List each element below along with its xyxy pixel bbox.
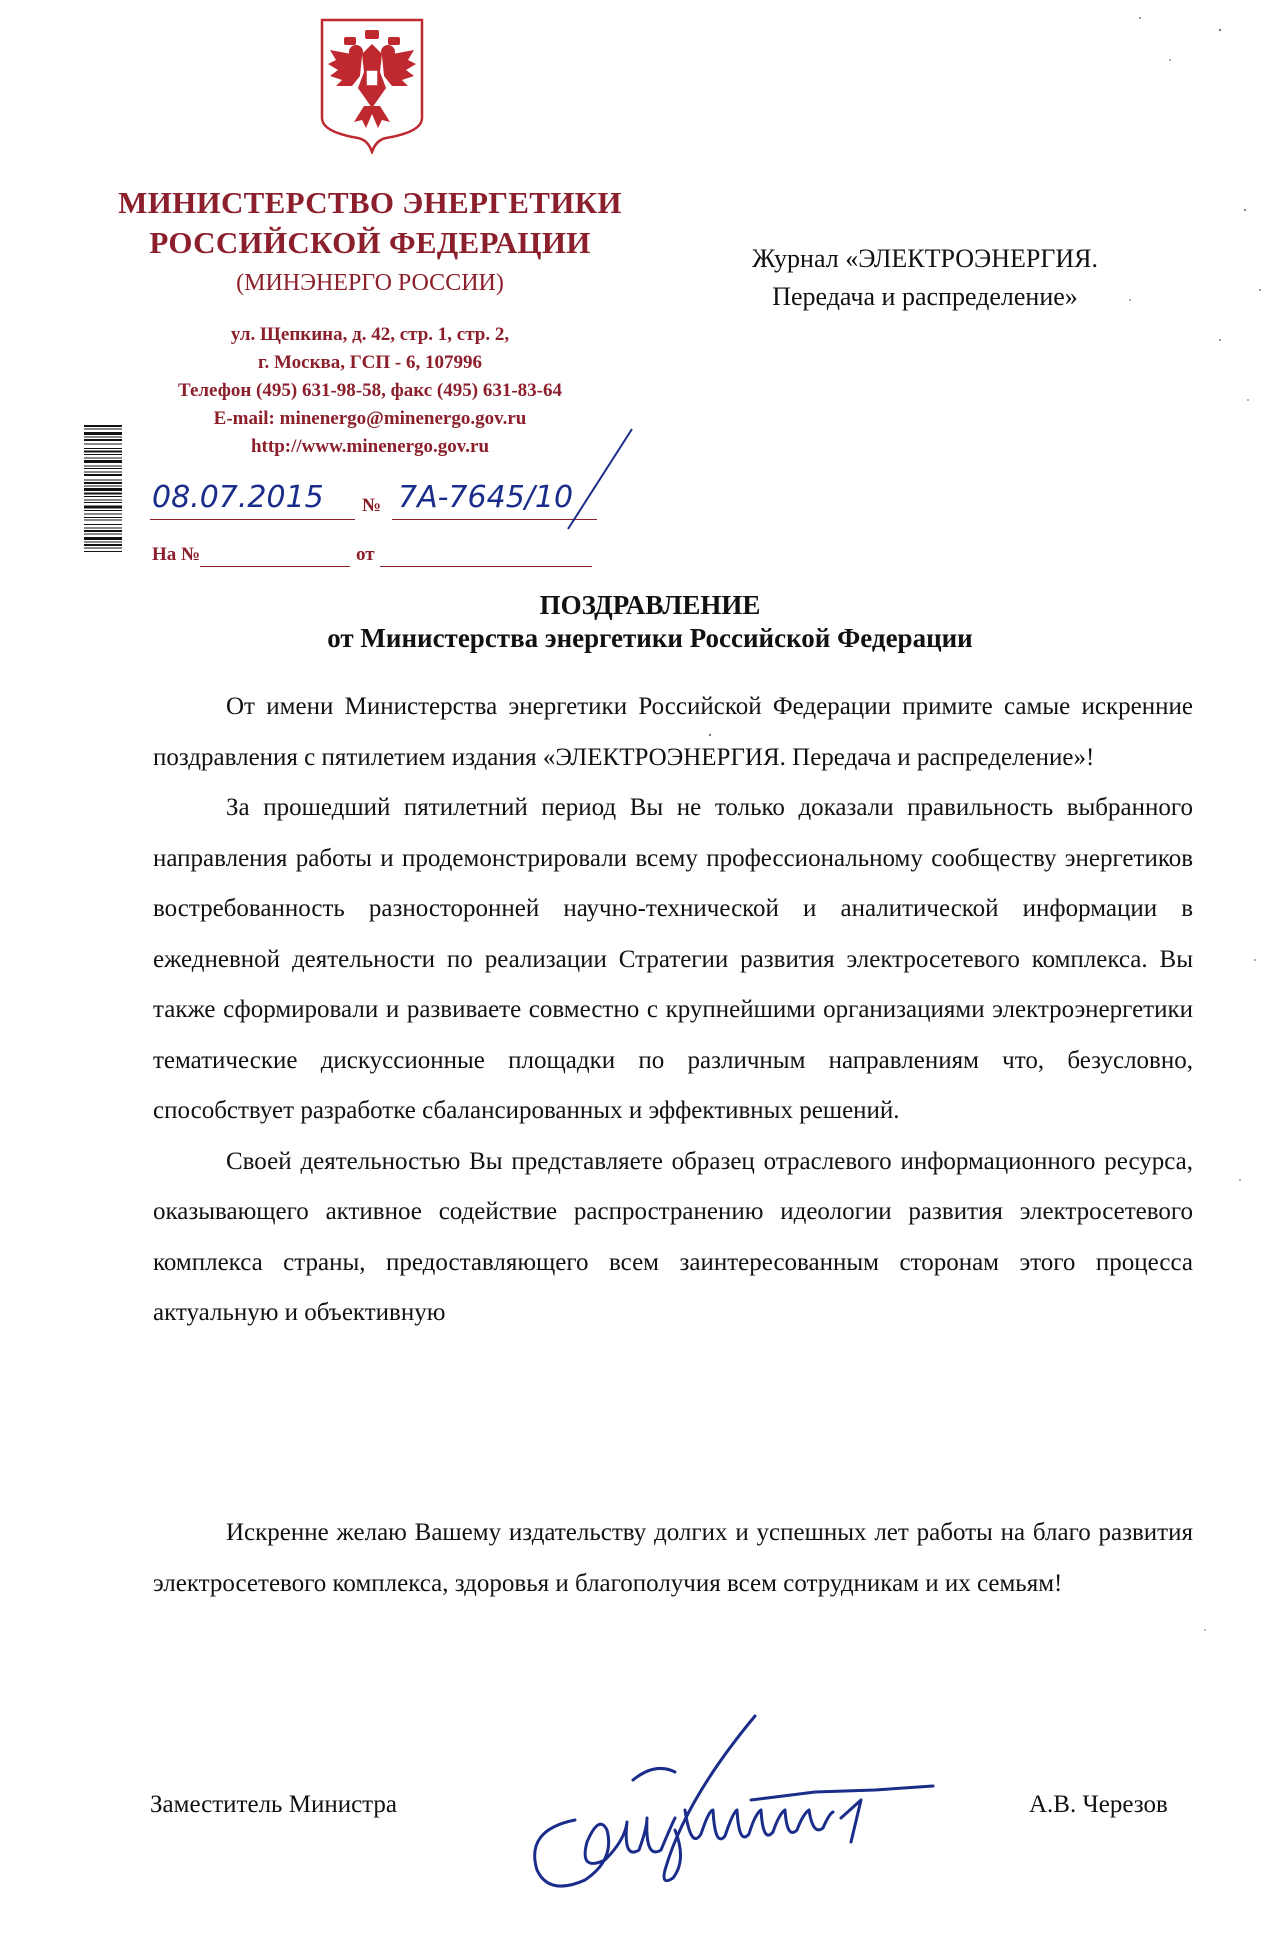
document-title: ПОЗДРАВЛЕНИЕ [539,590,761,620]
address-line1: ул. Щепкина, д. 42, стр. 1, стр. 2, [230,324,510,345]
reference-from-label: от [356,544,375,565]
outgoing-number: 7А-7645/10 [398,480,574,515]
coat-of-arms-emblem [316,14,428,154]
ink-stroke [560,425,640,535]
address-line2: г. Москва, ГСП - 6, 107996 [258,352,482,373]
outgoing-date: 08.07.2015 [152,480,324,515]
website-line: http://www.minenergo.gov.ru [250,436,490,457]
paragraph-1: От имени Министерства энергетики Российской Федерации примите самые искренние поздравления с пятилетием издания «ЭЛЕКТРОЭНЕРГИЯ. Передача и распределение»! [153,693,1193,771]
ministry-title-line1: МИНИСТЕРСТВО ЭНЕРГЕТИКИ [118,185,622,220]
reference-from-underline [380,566,592,567]
paragraph-2: За прошедший пятилетний период Вы не только доказали правильность выбранного направления работы и продемонстрировали всему профессиональному сообществу энергетиков востребованность разносторонней научно-технической и аналитической информации в ежедневной деятельности по реализации Стратегии развития электросетевого комплекса. Вы также сформировали и развиваете совместно с крупнейшими организациями электроэнергетики тематические дискуссионные площадки по различным направлениям что, безусловно, способствует разработке сбалансированных и эффективных решений. [153,794,1193,1124]
date-underline [150,519,355,520]
phone-line: Телефон (495) 631-98-58, факс (495) 631-83-64 [178,380,562,401]
reference-label: На № [152,544,201,565]
scan-speckles [700,0,1275,1949]
ministry-short-name: (МИНЭНЕРГО РОССИИ) [236,270,504,296]
ministry-title-line2: РОССИЙСКОЙ ФЕДЕРАЦИИ [149,225,591,260]
paragraph-4: Искренне желаю Вашему издательству долгих и успешных лет работы на благо развития электросетевого комплекса, здоровья и благополучия всем сотрудникам и их семьям! [153,1519,1193,1597]
signatory-role: Заместитель Министра [150,1791,397,1818]
signatory-name: А.В. Черезов [1029,1791,1168,1818]
reference-underline [200,566,350,567]
addressee-line1: Журнал «ЭЛЕКТРОЭНЕРГИЯ. [752,244,1098,273]
document-subtitle: от Министерства энергетики Российской Федерации [327,623,973,653]
number-label: № [362,495,382,516]
paragraph-3: Своей деятельностью Вы представляете образец отраслевого информационного ресурса, оказывающего активное содействие распространению идеологии развития электросетевого комплекса страны, предоставляющего всем заинтересованным сторонам этого процесса актуальную и объективную [153,1147,1193,1326]
barcode [84,423,122,683]
addressee-line2: Передача и распределение» [772,282,1078,311]
email-line: E-mail: minenergo@minenergo.gov.ru [213,408,527,429]
